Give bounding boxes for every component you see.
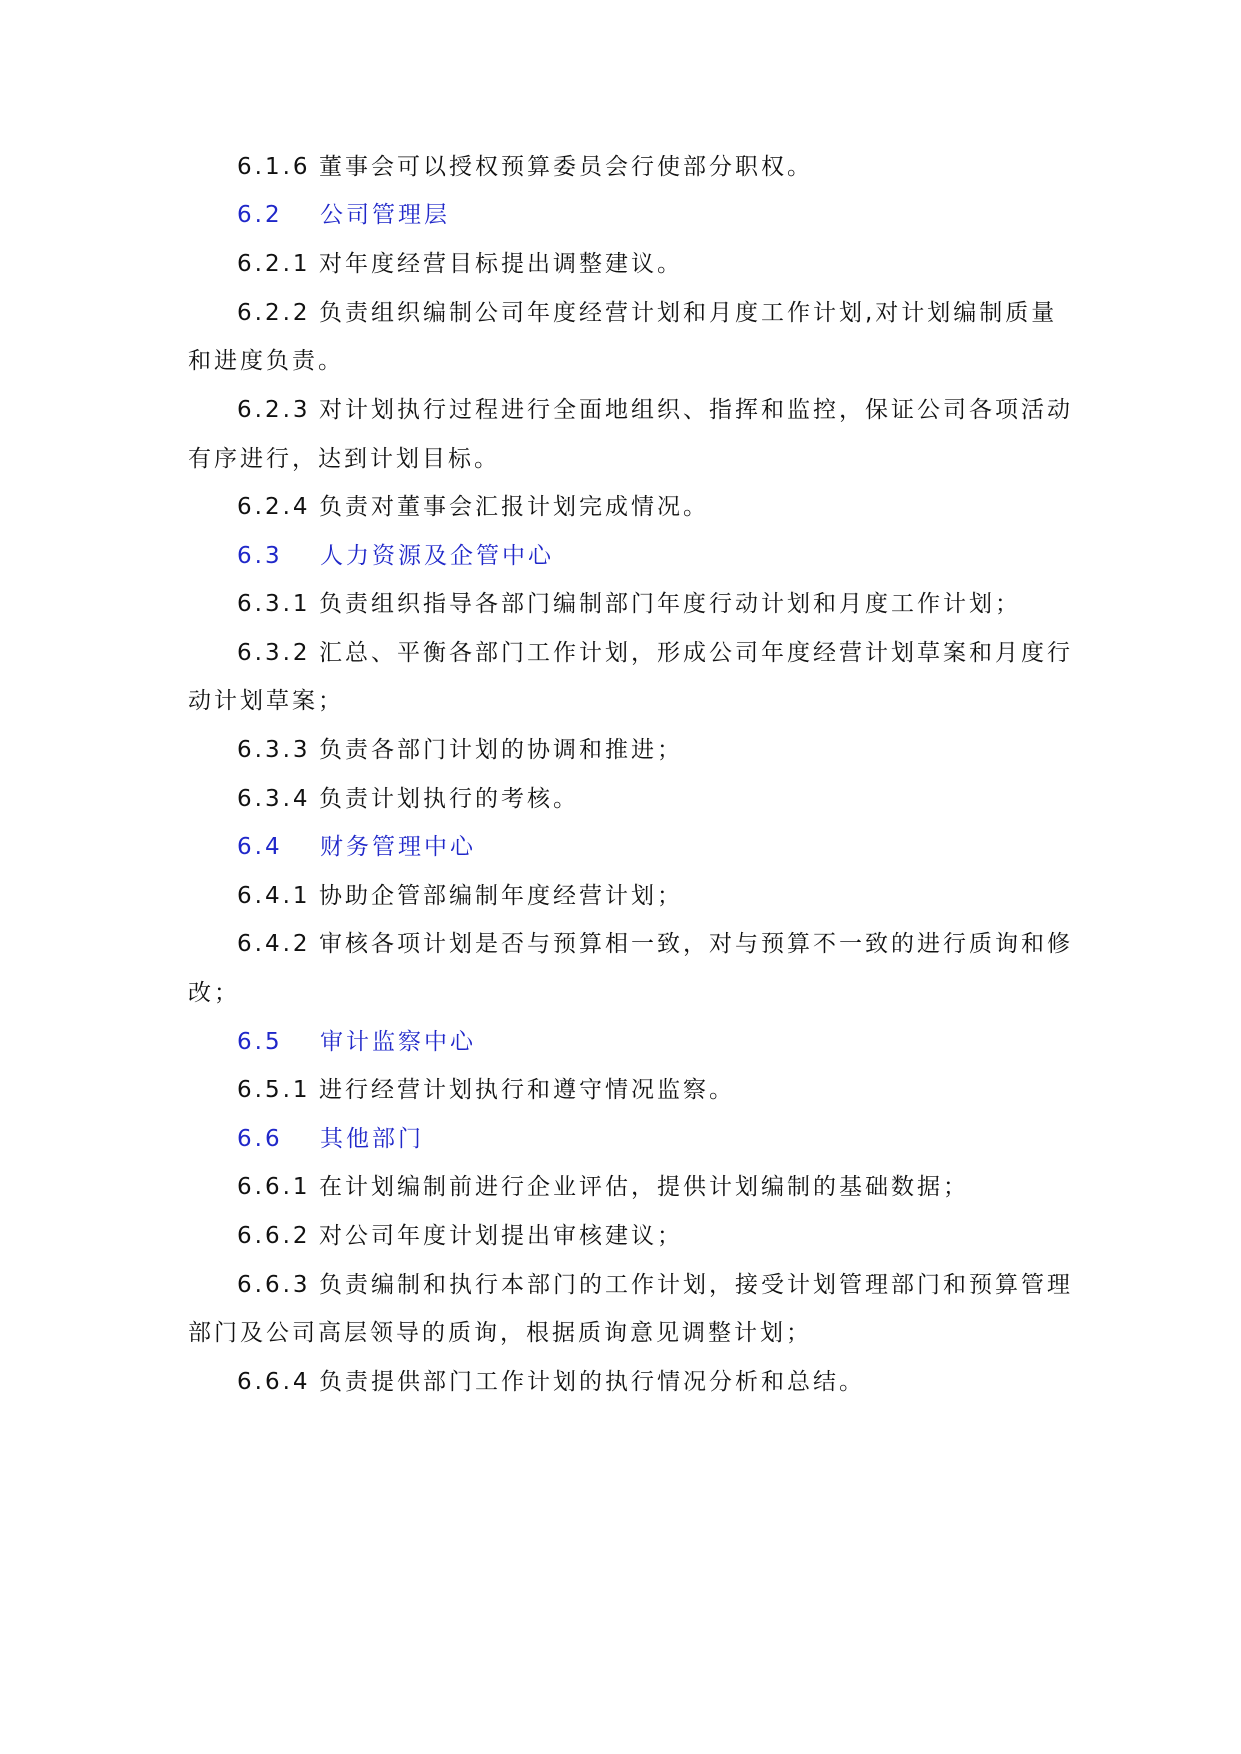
clause-6-3-3 <box>237 735 683 765</box>
clause-number: 6.6.1 <box>237 1174 311 1200</box>
clause-number: 6.3.2 <box>237 640 311 666</box>
clause-number: 6.1.6 <box>237 154 311 180</box>
clause-number: 6.4.2 <box>237 931 311 957</box>
section-title: 审计监察中心 <box>320 1029 476 1055</box>
clause-text: 对计划执行过程进行全面地组织、指挥和监控，保证公司各项活动 <box>319 397 1073 423</box>
clause-text: 对年度经营目标提出调整建议。 <box>319 251 683 277</box>
clause-text: 董事会可以授权预算委员会行使部分职权。 <box>319 154 813 180</box>
clause-6-2-2 <box>237 298 1057 328</box>
clause-text: 协助企管部编制年度经营计划； <box>319 883 683 909</box>
clause-6-4-2 <box>237 929 1073 959</box>
clause-text: 进行经营计划执行和遵守情况监察。 <box>319 1077 735 1103</box>
clause-number: 6.3.4 <box>237 786 311 812</box>
clause-6-5-1 <box>237 1075 735 1105</box>
clause-6-3-1 <box>237 589 1021 619</box>
section-number: 6.3 <box>237 543 283 569</box>
clause-6-2-2-continuation: 和进度负责。 <box>188 348 344 374</box>
section-heading-6-6 <box>237 1124 424 1154</box>
clause-number: 6.2.1 <box>237 251 311 277</box>
clause-text: 负责组织编制公司年度经营计划和月度工作计划,对计划编制质量 <box>319 300 1058 326</box>
section-number: 6.5 <box>237 1029 283 1055</box>
clause-text: 负责编制和执行本部门的工作计划，接受计划管理部门和预算管理 <box>319 1272 1073 1298</box>
clause-number: 6.3.1 <box>237 591 311 617</box>
section-title: 其他部门 <box>320 1126 424 1152</box>
section-title: 公司管理层 <box>320 202 450 228</box>
clause-number: 6.2.3 <box>237 397 311 423</box>
section-heading-6-5 <box>237 1027 476 1057</box>
clause-number: 6.2.2 <box>237 300 311 326</box>
section-heading-6-2 <box>237 200 450 230</box>
clause-6-4-2-continuation: 改； <box>188 980 240 1006</box>
clause-text: 负责提供部门工作计划的执行情况分析和总结。 <box>319 1369 865 1395</box>
clause-text: 在计划编制前进行企业评估，提供计划编制的基础数据； <box>319 1174 969 1200</box>
clause-number: 6.2.4 <box>237 494 311 520</box>
clause-6-3-2-continuation: 动计划草案； <box>188 688 344 714</box>
clause-6-6-4 <box>237 1367 865 1397</box>
clause-6-2-3-continuation: 有序进行，达到计划目标。 <box>188 446 500 472</box>
clause-text: 负责对董事会汇报计划完成情况。 <box>319 494 709 520</box>
clause-6-2-1 <box>237 249 683 279</box>
clause-6-6-1 <box>237 1172 969 1202</box>
clause-text: 负责各部门计划的协调和推进； <box>319 737 683 763</box>
clause-6-3-2 <box>237 638 1073 668</box>
clause-text: 负责组织指导各部门编制部门年度行动计划和月度工作计划； <box>319 591 1021 617</box>
clause-number: 6.6.2 <box>237 1223 311 1249</box>
clause-number: 6.4.1 <box>237 883 311 909</box>
clause-6-2-3 <box>237 395 1073 425</box>
clause-number: 6.3.3 <box>237 737 311 763</box>
clause-text: 负责计划执行的考核。 <box>319 786 579 812</box>
clause-text: 审核各项计划是否与预算相一致，对与预算不一致的进行质询和修 <box>319 931 1073 957</box>
clause-6-2-4 <box>237 492 709 522</box>
clause-6-4-1 <box>237 881 683 911</box>
clause-text: 对公司年度计划提出审核建议； <box>319 1223 683 1249</box>
section-title: 人力资源及企管中心 <box>320 543 554 569</box>
section-number: 6.4 <box>237 834 283 860</box>
clause-number: 6.6.4 <box>237 1369 311 1395</box>
section-heading-6-3 <box>237 541 554 571</box>
clause-6-1-6 <box>237 152 813 182</box>
section-title: 财务管理中心 <box>320 834 476 860</box>
clause-number: 6.5.1 <box>237 1077 311 1103</box>
section-number: 6.2 <box>237 202 283 228</box>
section-number: 6.6 <box>237 1126 283 1152</box>
clause-6-6-3-continuation: 部门及公司高层领导的质询，根据质询意见调整计划； <box>188 1320 812 1346</box>
clause-text: 汇总、平衡各部门工作计划，形成公司年度经营计划草案和月度行 <box>319 640 1073 666</box>
clause-number: 6.6.3 <box>237 1272 311 1298</box>
section-heading-6-4 <box>237 832 476 862</box>
clause-6-6-3 <box>237 1270 1073 1300</box>
clause-6-6-2 <box>237 1221 683 1251</box>
clause-6-3-4 <box>237 784 579 814</box>
